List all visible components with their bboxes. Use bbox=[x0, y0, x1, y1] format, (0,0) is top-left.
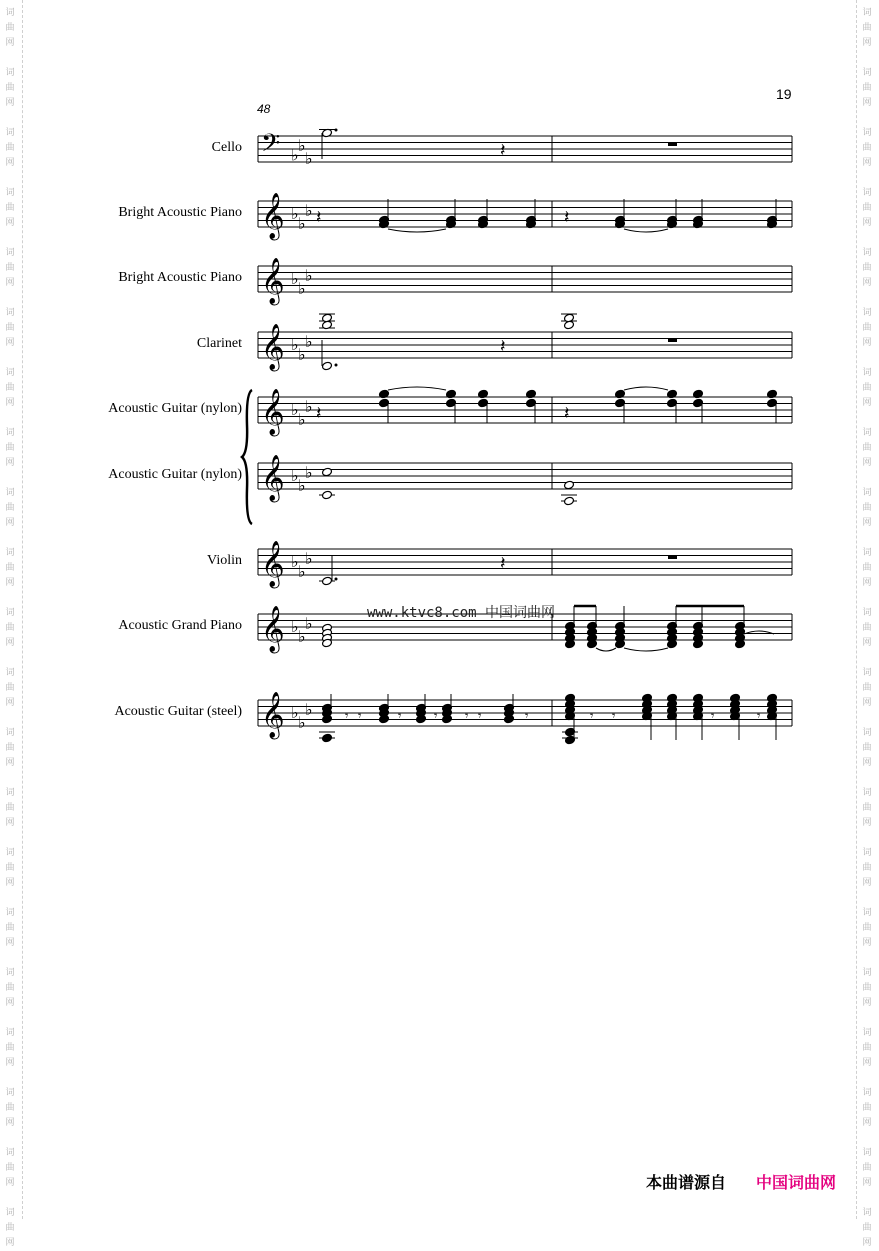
flat-sign-icon: ♭ bbox=[291, 145, 299, 165]
center-watermark: www.ktvc8.com 中国词曲网 bbox=[367, 605, 556, 621]
flat-sign-icon: ♭ bbox=[305, 548, 313, 568]
side-watermark-text: 词 曲 网 bbox=[5, 308, 15, 348]
tie bbox=[596, 648, 616, 651]
side-watermark-text: 词 曲 网 bbox=[5, 1148, 15, 1188]
side-watermark-text: 词 曲 网 bbox=[5, 368, 15, 408]
whole-rest-icon bbox=[668, 143, 677, 147]
side-watermark-text: 词 曲 网 bbox=[862, 248, 872, 288]
note-head bbox=[564, 496, 575, 506]
flat-sign-icon: ♭ bbox=[298, 344, 306, 364]
flat-sign-icon: ♭ bbox=[291, 552, 299, 571]
eighth-rest-icon: 𝄾 bbox=[757, 709, 761, 724]
note-head bbox=[322, 490, 333, 500]
staff-label-bright-piano-2: Bright Acoustic Piano bbox=[118, 270, 242, 285]
flat-sign-icon: ♭ bbox=[298, 561, 306, 581]
flat-sign-icon: ♭ bbox=[291, 204, 299, 223]
side-watermark-text: 词 曲 网 bbox=[862, 1208, 872, 1248]
staff-label-cello: Cello bbox=[211, 140, 242, 155]
flat-sign-icon: ♭ bbox=[305, 613, 313, 633]
flat-sign-icon: ♭ bbox=[298, 409, 306, 429]
quarter-rest-icon: 𝄽 bbox=[500, 140, 506, 161]
eighth-rest-icon: 𝄾 bbox=[478, 709, 482, 724]
dot bbox=[335, 578, 338, 581]
flat-sign-icon: ♭ bbox=[298, 626, 306, 646]
treble-clef-icon: 𝄞 bbox=[261, 606, 285, 652]
eighth-rest-icon: 𝄾 bbox=[398, 709, 402, 724]
side-watermark-text: 词 曲 网 bbox=[5, 728, 15, 768]
side-watermark-text: 词 曲 网 bbox=[5, 1088, 15, 1128]
tie bbox=[624, 387, 668, 390]
side-watermark-text: 词 曲 网 bbox=[862, 548, 872, 588]
page-number: 19 bbox=[776, 86, 792, 102]
side-watermark-text: 词 曲 网 bbox=[862, 968, 872, 1008]
side-watermark-text: 词 曲 网 bbox=[862, 608, 872, 648]
whole-rest-icon bbox=[668, 556, 677, 560]
treble-clef-icon: 𝄞 bbox=[261, 258, 285, 304]
side-watermark-text: 词 曲 网 bbox=[5, 788, 15, 828]
side-watermark-text: 词 曲 网 bbox=[5, 128, 15, 168]
side-watermark-text: 词 曲 网 bbox=[5, 428, 15, 468]
side-watermark-text: 词 曲 网 bbox=[5, 1208, 15, 1248]
staff-label-violin: Violin bbox=[207, 553, 242, 568]
side-watermark-text: 词 曲 网 bbox=[862, 428, 872, 468]
flat-sign-icon: ♭ bbox=[291, 617, 299, 636]
flat-sign-icon: ♭ bbox=[305, 331, 313, 351]
tie bbox=[624, 648, 668, 651]
eighth-rest-icon: 𝄾 bbox=[612, 709, 616, 724]
eighth-rest-icon: 𝄾 bbox=[525, 709, 529, 724]
quarter-rest-icon: 𝄽 bbox=[316, 207, 322, 228]
eighth-rest-icon: 𝄾 bbox=[358, 709, 362, 724]
side-watermark-text: 词 曲 网 bbox=[5, 608, 15, 648]
side-watermark-text: 词 曲 网 bbox=[862, 668, 872, 708]
side-watermark-text: 词 曲 网 bbox=[862, 908, 872, 948]
flat-sign-icon: ♭ bbox=[305, 462, 313, 482]
flat-sign-icon: ♭ bbox=[291, 400, 299, 419]
side-watermark-text: 词 曲 网 bbox=[862, 8, 872, 48]
side-watermark-text: 词 曲 网 bbox=[5, 848, 15, 888]
flat-sign-icon: ♭ bbox=[291, 466, 299, 485]
eighth-rest-icon: 𝄾 bbox=[345, 709, 349, 724]
staff-label-bright-piano-1: Bright Acoustic Piano bbox=[118, 205, 242, 220]
quarter-rest-icon: 𝄽 bbox=[564, 403, 570, 424]
quarter-rest-icon: 𝄽 bbox=[500, 553, 506, 574]
side-watermark-text: 词 曲 网 bbox=[862, 68, 872, 108]
treble-clef-icon: 𝄞 bbox=[261, 324, 285, 370]
side-watermark-text: 词 曲 网 bbox=[5, 548, 15, 588]
side-watermark-text: 词 曲 网 bbox=[862, 728, 872, 768]
side-watermark-text: 词 曲 网 bbox=[862, 1028, 872, 1068]
side-watermark-text: 词 曲 网 bbox=[862, 848, 872, 888]
staff-label-grand-piano: Acoustic Grand Piano bbox=[118, 618, 242, 633]
treble-clef-icon: 𝄞 bbox=[261, 455, 285, 501]
side-watermark-text: 词 曲 网 bbox=[5, 668, 15, 708]
side-watermark-text: 词 曲 网 bbox=[862, 368, 872, 408]
side-watermark-text: 词 曲 网 bbox=[5, 488, 15, 528]
tie bbox=[388, 387, 446, 390]
flat-sign-icon: ♭ bbox=[305, 396, 313, 416]
side-watermark-text: 词 曲 网 bbox=[862, 788, 872, 828]
quarter-rest-icon: 𝄽 bbox=[564, 207, 570, 228]
treble-clef-icon: 𝄞 bbox=[261, 541, 285, 587]
note-head bbox=[564, 480, 575, 490]
flat-sign-icon: ♭ bbox=[291, 703, 299, 722]
side-watermark-text: 词 曲 网 bbox=[5, 1028, 15, 1068]
eighth-rest-icon: 𝄾 bbox=[711, 709, 715, 724]
flat-sign-icon: ♭ bbox=[291, 335, 299, 354]
eighth-rest-icon: 𝄾 bbox=[434, 709, 438, 724]
side-watermark-text: 词 曲 网 bbox=[862, 1088, 872, 1128]
side-watermark-text: 词 曲 网 bbox=[5, 8, 15, 48]
tie bbox=[388, 229, 446, 232]
quarter-rest-icon: 𝄽 bbox=[500, 336, 506, 357]
footer-source-text: 本曲谱源自 bbox=[646, 1173, 727, 1192]
flat-sign-icon: ♭ bbox=[298, 135, 306, 155]
flat-sign-icon: ♭ bbox=[298, 213, 306, 233]
staff-label-nylon-guitar-1: Acoustic Guitar (nylon) bbox=[108, 401, 242, 416]
side-watermark-text: 词 曲 网 bbox=[862, 188, 872, 228]
tie bbox=[624, 229, 668, 232]
staff-label-steel-guitar: Acoustic Guitar (steel) bbox=[114, 704, 242, 719]
note-head bbox=[322, 576, 333, 586]
eighth-rest-icon: 𝄾 bbox=[465, 709, 469, 724]
note-head bbox=[322, 361, 333, 371]
side-watermark-text: 词 曲 网 bbox=[5, 908, 15, 948]
side-watermark-text: 词 曲 网 bbox=[862, 128, 872, 168]
bass-clef-icon: 𝄢 bbox=[261, 129, 281, 164]
note-head bbox=[564, 320, 575, 330]
staff-bracket-icon bbox=[242, 390, 252, 524]
measure-number: 48 bbox=[257, 102, 271, 116]
dot bbox=[335, 129, 338, 132]
flat-sign-icon: ♭ bbox=[305, 200, 313, 220]
side-watermark-text: 词 曲 网 bbox=[5, 248, 15, 288]
staff-label-nylon-guitar-2: Acoustic Guitar (nylon) bbox=[108, 467, 242, 482]
flat-sign-icon: ♭ bbox=[298, 475, 306, 495]
quarter-rest-icon: 𝄽 bbox=[316, 403, 322, 424]
staff-label-clarinet: Clarinet bbox=[196, 336, 242, 351]
flat-sign-icon: ♭ bbox=[305, 265, 313, 285]
side-watermark-text: 词 曲 网 bbox=[5, 968, 15, 1008]
note-head bbox=[322, 467, 333, 477]
whole-rest-icon bbox=[668, 339, 677, 343]
eighth-rest-icon: 𝄾 bbox=[590, 709, 594, 724]
side-watermark-text: 词 曲 网 bbox=[5, 188, 15, 228]
side-watermark-text: 词 曲 网 bbox=[862, 308, 872, 348]
side-watermark-text: 词 曲 网 bbox=[862, 1148, 872, 1188]
flat-sign-icon: ♭ bbox=[291, 269, 299, 288]
dot bbox=[335, 364, 338, 367]
flat-sign-icon: ♭ bbox=[305, 148, 313, 168]
treble-clef-icon: 𝄞 bbox=[261, 692, 285, 738]
flat-sign-icon: ♭ bbox=[298, 712, 306, 732]
flat-sign-icon: ♭ bbox=[298, 278, 306, 298]
flat-sign-icon: ♭ bbox=[305, 699, 313, 719]
side-watermark-text: 词 曲 网 bbox=[5, 68, 15, 108]
treble-clef-icon: 𝄞 bbox=[261, 193, 285, 239]
treble-clef-icon: 𝄞 bbox=[261, 389, 285, 435]
side-watermark-text: 词 曲 网 bbox=[862, 488, 872, 528]
footer-site-link[interactable]: 中国词曲网 bbox=[756, 1173, 837, 1192]
